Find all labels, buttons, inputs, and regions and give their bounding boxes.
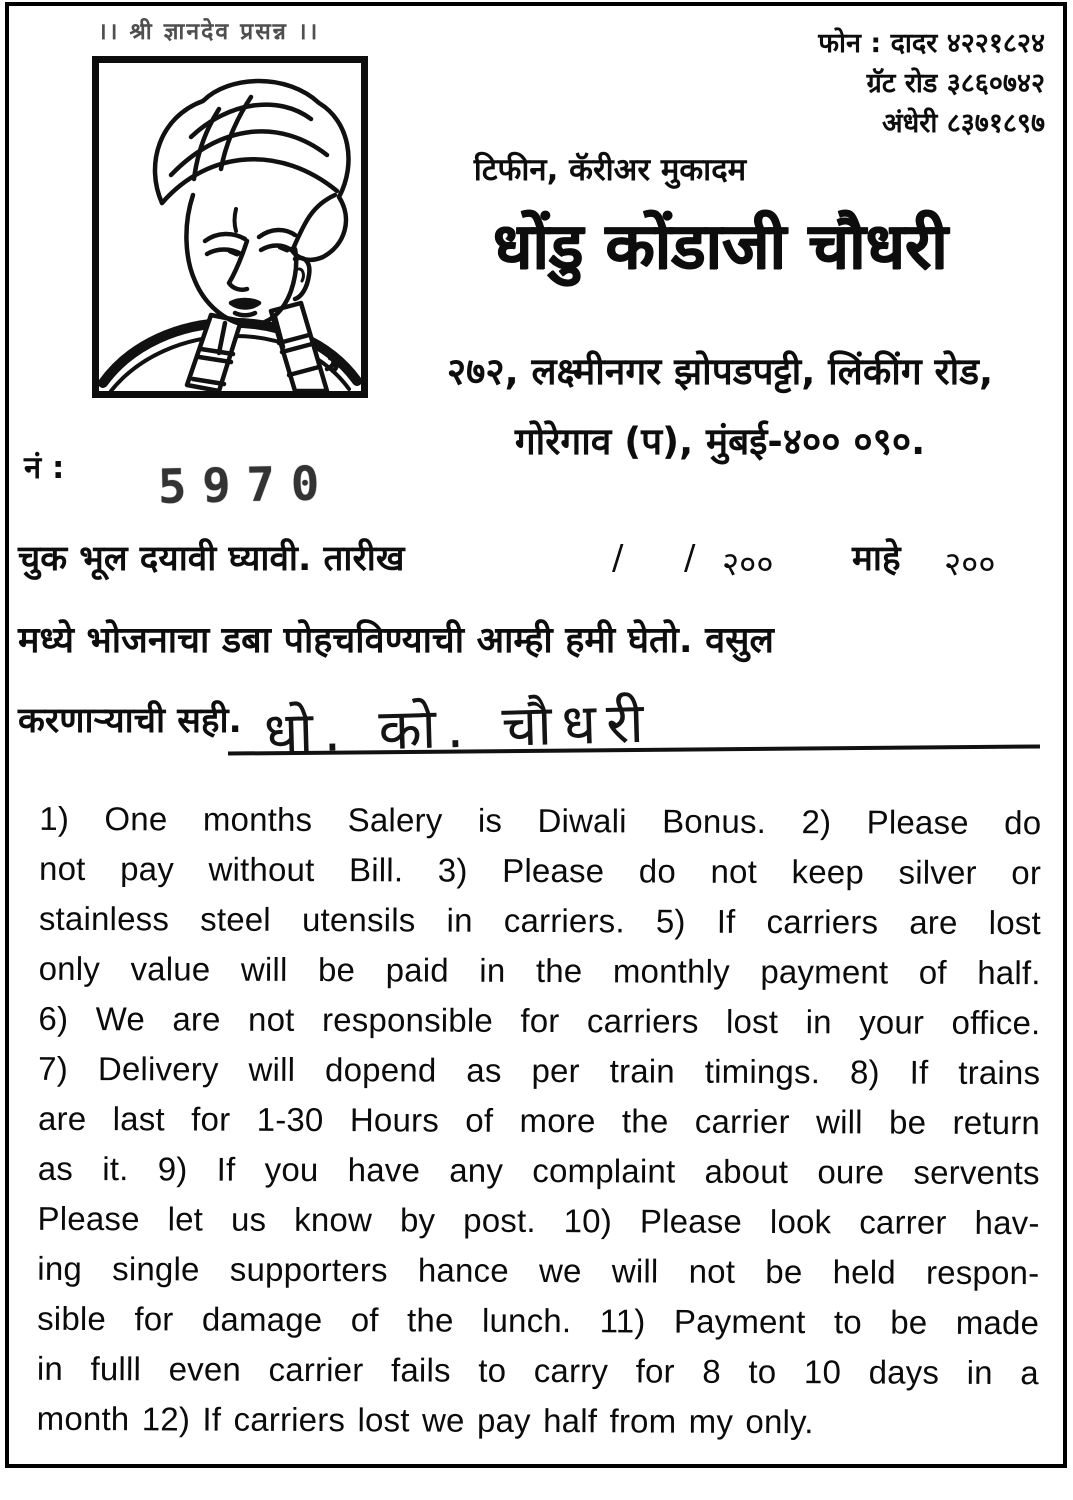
date-year-prefix: २००: [722, 544, 774, 583]
date-slash-2: /: [684, 538, 696, 578]
serial-number-label: नं :: [24, 450, 65, 486]
saint-portrait-icon: [99, 63, 361, 391]
business-subtitle: टिफीन, कॅरीअर मुकादम: [473, 152, 747, 188]
date-slash-1: /: [612, 538, 624, 578]
terms-line: are last for 1-30 Hours of more the carrier will be return: [37, 1099, 1041, 1142]
handwritten-signature: धो. को. चौधरी: [263, 690, 655, 767]
terms-line: 6) We are not responsible for carriers lost in your office.: [38, 999, 1041, 1042]
terms-line: as it. 9) If you have any complaint about oure servents: [37, 1149, 1040, 1192]
terms-line: Please let us know by post. 10) Please look carrer hav-: [37, 1199, 1040, 1242]
terms-line: 7) Delivery will dopend as per train timings. 8) If trains: [38, 1049, 1041, 1092]
month-label: माहे: [852, 539, 901, 579]
collector-signature-label: करणाऱ्याची सही.: [18, 701, 242, 741]
address-line-2: गोरेगाव (प), मुंबई-४०० ०९०.: [514, 420, 926, 463]
terms-line: not pay without Bill. 3) Please do not keep silver or: [39, 849, 1042, 892]
terms-line: only value will be paid in the monthly payment of half.: [38, 949, 1041, 992]
proprietor-name-title: धोंडु कोंडाजी चौधरी: [492, 210, 948, 284]
month-year-prefix: २००: [944, 544, 996, 583]
saint-portrait-illustration: [92, 56, 368, 398]
phone-line-dadar: फोन : दादर ४२२१८२४: [818, 28, 1045, 59]
phone-numbers: [818, 24, 1045, 144]
terms-line: in fulll even carrier fails to carry for 8 to 10 days in a: [36, 1349, 1039, 1392]
blessing-text: ।। श्री ज्ञानदेव प्रसन्न ।।: [98, 19, 320, 45]
delivery-guarantee-line: मध्ये भोजनाचा डबा पोहचविण्याची आम्ही हमी घेतो. वसुल: [18, 620, 774, 661]
address-line-1: २७२, लक्ष्मीनगर झोपडपट्टी, लिंकींग रोड,: [446, 350, 994, 393]
terms-line: ing single supporters hance we will not be held respon-: [37, 1249, 1040, 1292]
terms-and-conditions: [37, 794, 1042, 1448]
terms-line: 1) One months Salery is Diwali Bonus. 2) Please do: [39, 799, 1042, 842]
terms-line: month 12) If carriers lost we pay half from my only.: [36, 1399, 814, 1441]
terms-line: stainless steel utensils in carriers. 5) If carriers are lost: [38, 899, 1041, 942]
errors-excused-and-date-label: चुक भूल दयावी घ्यावी. तारीख: [18, 539, 405, 579]
terms-line: sible for damage of the lunch. 11) Payment to be made: [37, 1299, 1040, 1342]
serial-number-stamp: 5970: [157, 456, 336, 515]
phone-line-grant-road: ग्रॅट रोड ३८६०७४२: [866, 68, 1045, 99]
phone-line-andheri: अंधेरी ८३७१८९७: [882, 108, 1045, 139]
